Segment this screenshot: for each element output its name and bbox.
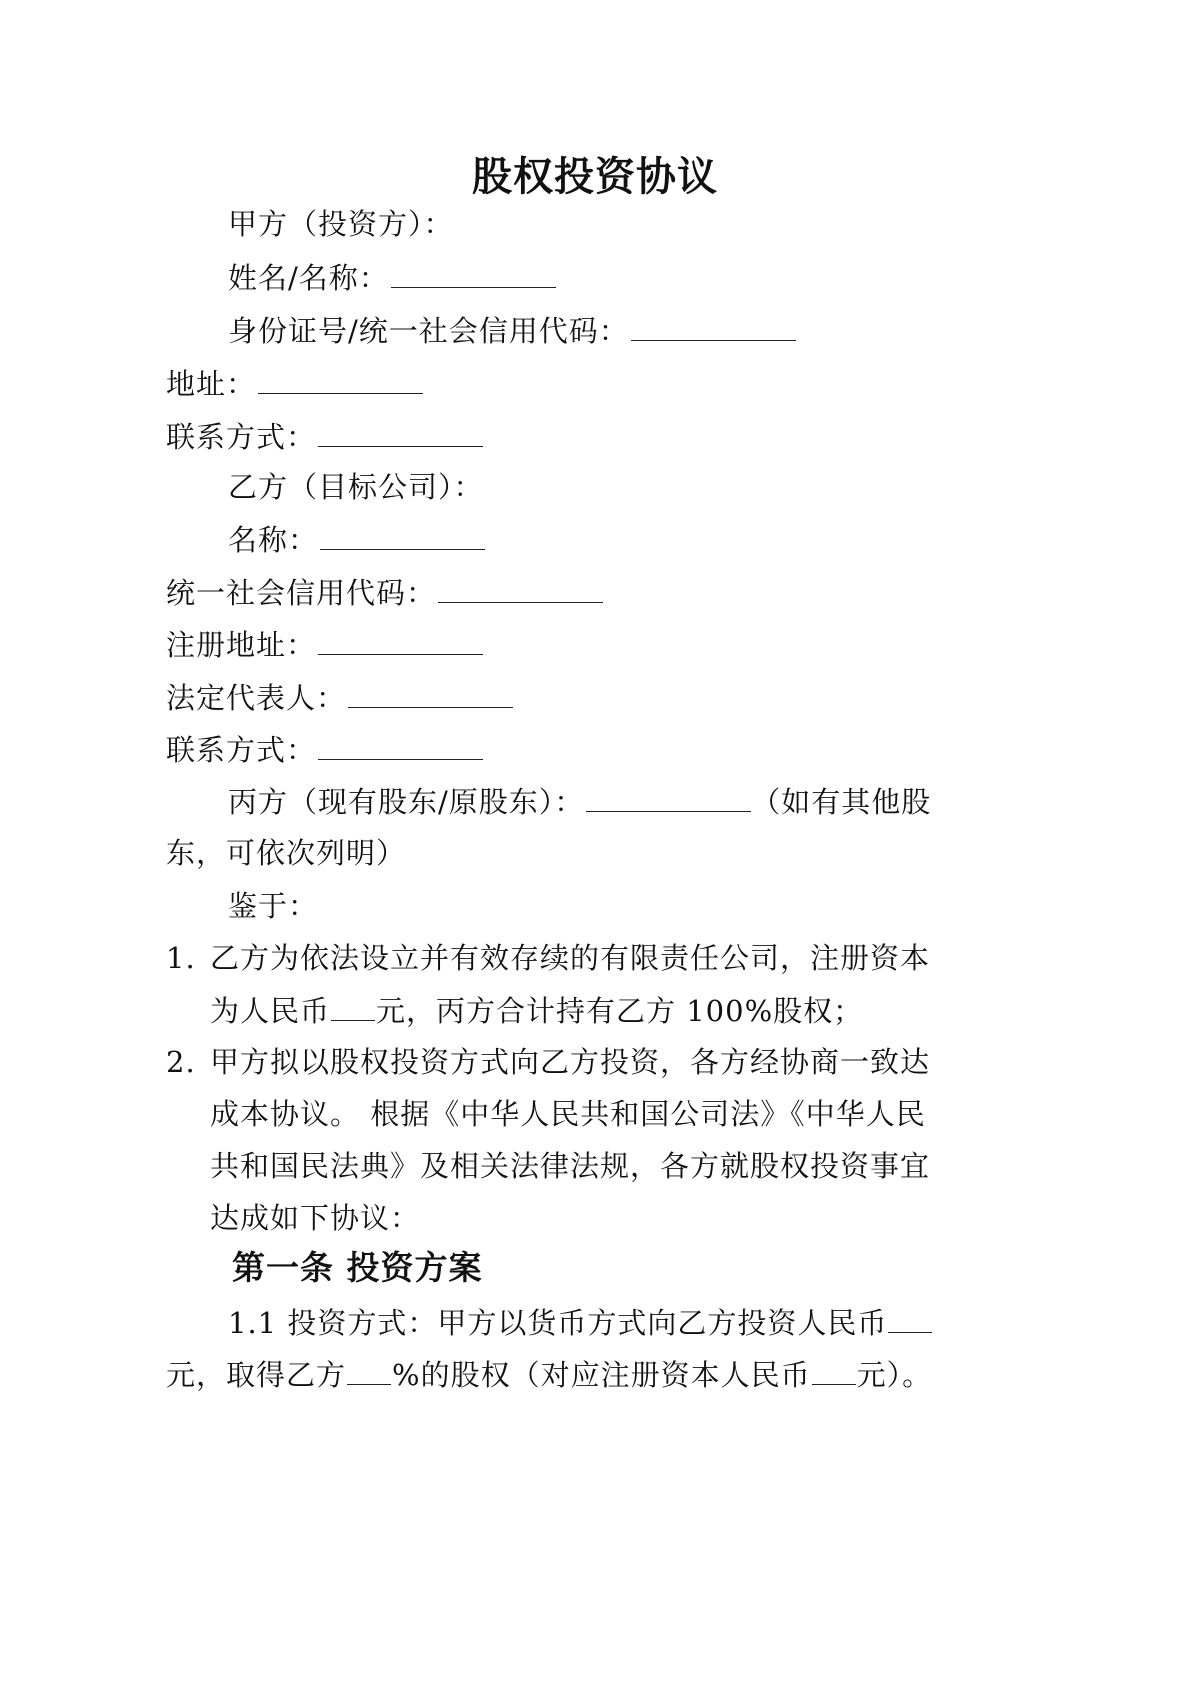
- clause-1-1-text-1: 1.1 投资方式：甲方以货币方式向乙方投资人民币: [228, 1306, 888, 1340]
- party-c-row: [228, 781, 931, 822]
- party-a-contact-label: 联系方式：: [166, 420, 317, 454]
- party-a-name-row: [228, 257, 556, 298]
- whereas-item-1-text-2a: 为人民币: [210, 994, 331, 1028]
- party-c-note-2: 东，可依次列明）: [166, 836, 407, 870]
- whereas-item-1-line-1: [166, 938, 930, 978]
- party-a-id-blank: [631, 310, 796, 341]
- party-b-reg-address-blank: [318, 624, 483, 655]
- party-b-reg-address-label: 注册地址：: [166, 628, 317, 662]
- whereas-item-1-number: 1.: [166, 941, 196, 975]
- party-b-name-label: 名称：: [228, 523, 319, 557]
- clause-1-1-line-1: [228, 1302, 933, 1343]
- whereas-item-2-line-2: 成本协议。 根据《中华人民共和国公司法》《中华人民: [210, 1097, 926, 1131]
- whereas-item-1-line-2: [210, 990, 863, 1031]
- party-b-contact-row: [166, 729, 483, 770]
- party-b-name-blank: [320, 519, 485, 550]
- party-a-address-row: [166, 363, 423, 404]
- party-b-credit-code-blank: [438, 572, 603, 603]
- party-b-contact-label: 联系方式：: [166, 733, 317, 767]
- party-b-credit-code-row: [166, 572, 603, 613]
- party-a-name-blank: [391, 257, 556, 288]
- party-c-note-1: （如有其他股: [751, 785, 932, 819]
- clause-1-1-text-2c: 元）。: [856, 1358, 933, 1392]
- clause-1-1-text-2b: %的股权（对应注册资本人民币: [392, 1358, 811, 1392]
- party-a-address-label: 地址：: [166, 367, 257, 401]
- whereas-item-2-line-4: 达成如下协议：: [210, 1201, 421, 1235]
- registered-capital-blank: [331, 990, 375, 1021]
- party-a-id-label: 身份证号/统一社会信用代码：: [228, 314, 629, 348]
- party-a-contact-blank: [318, 416, 483, 447]
- party-b-header: 乙方（目标公司）：: [228, 470, 484, 504]
- party-b-reg-address-row: [166, 624, 483, 665]
- clause-1-1-text-2a: 元，取得乙方: [166, 1358, 347, 1392]
- equity-percentage-blank: [347, 1354, 391, 1385]
- article-1-heading: 第一条 投资方案: [232, 1248, 483, 1287]
- party-b-contact-blank: [318, 729, 483, 760]
- whereas-item-1-text-1: 乙方为依法设立并有效存续的有限责任公司，注册资本: [210, 941, 931, 975]
- party-b-legal-rep-label: 法定代表人：: [166, 681, 347, 715]
- whereas-item-2-number: 2.: [166, 1045, 196, 1079]
- whereas-item-2-line-1: [166, 1042, 930, 1082]
- party-a-name-label: 姓名/名称：: [228, 261, 389, 295]
- whereas-item-2-line-3: 共和国民法典》及相关法律法规，各方就股权投资事宜: [210, 1149, 931, 1183]
- whereas-label: 鉴于：: [228, 889, 319, 923]
- party-b-legal-rep-blank: [348, 677, 513, 708]
- investment-amount-blank: [888, 1302, 932, 1333]
- party-a-header: 甲方（投资方）：: [228, 207, 454, 241]
- corresponding-capital-blank: [812, 1354, 856, 1385]
- party-a-contact-row: [166, 416, 483, 457]
- clause-1-1-line-2: [166, 1354, 932, 1395]
- party-a-id-row: [228, 310, 796, 351]
- whereas-item-2-text-1: 甲方拟以股权投资方式向乙方投资，各方经协商一致达: [210, 1045, 931, 1079]
- party-a-address-blank: [258, 363, 423, 394]
- party-b-credit-code-label: 统一社会信用代码：: [166, 576, 437, 610]
- party-b-legal-rep-row: [166, 677, 513, 718]
- party-c-blank: [586, 781, 751, 812]
- document-title: 股权投资协议: [472, 154, 718, 200]
- whereas-item-1-text-2b: 元，丙方合计持有乙方 100%股权；: [376, 994, 864, 1028]
- party-b-name-row: [228, 519, 485, 560]
- party-c-header: 丙方（现有股东/原股东）：: [228, 785, 585, 819]
